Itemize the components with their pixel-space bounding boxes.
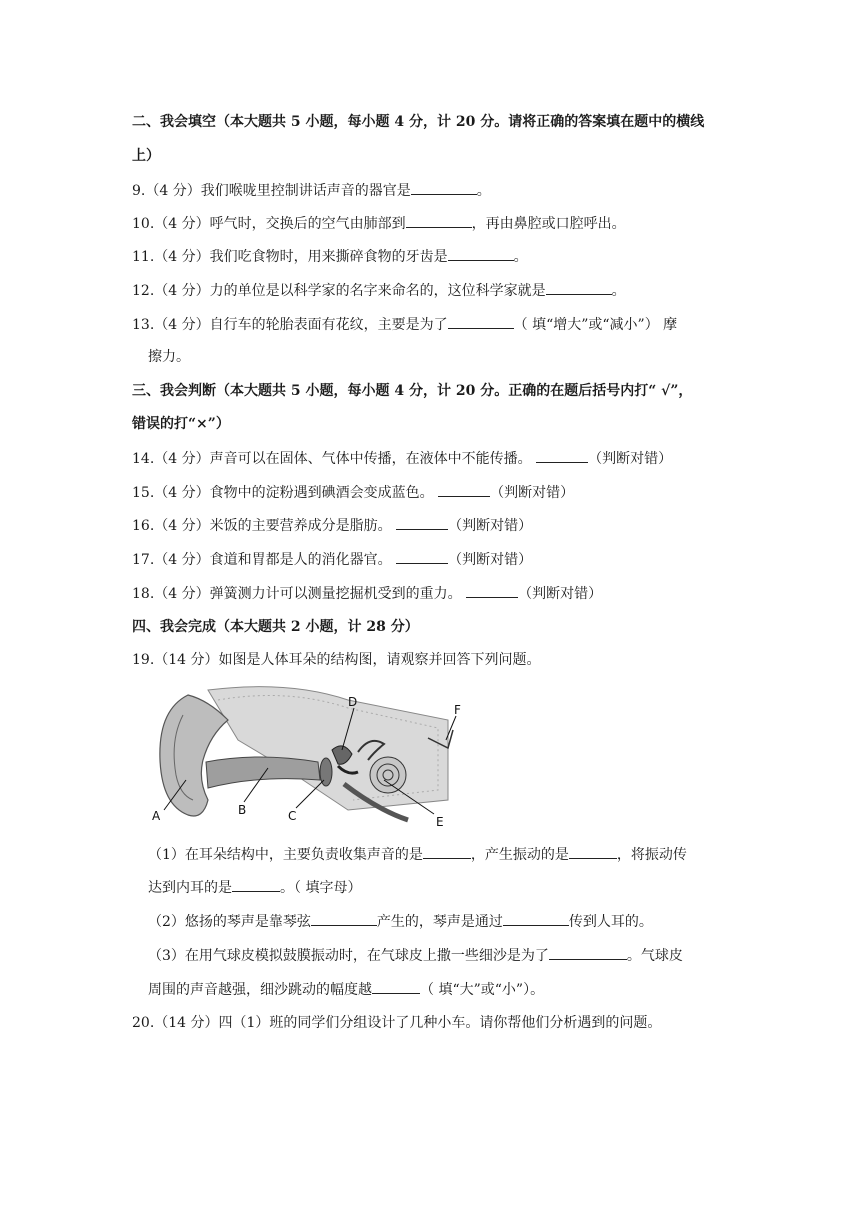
question-text: 12.（4 分）力的单位是以科学家的名字来命名的，这位科学家就是 (132, 283, 546, 299)
question-text: 11.（4 分）我们吃食物时，用来撕碎食物的牙齿是 (132, 249, 448, 265)
question-text: 14.（4 分）声音可以在固体、气体中传播，在液体中不能传播。 (132, 451, 532, 467)
answer-blank[interactable] (396, 515, 448, 530)
question-14: 14.（4 分）声音可以在固体、气体中传播，在液体中不能传播。 （判断对错） (132, 448, 672, 469)
question-16: 16.（4 分）米饭的主要营养成分是脂肪。 （判断对错） (132, 515, 532, 536)
answer-blank[interactable] (466, 583, 518, 598)
question-text: 9.（4 分）我们喉咙里控制讲话声音的器官是 (132, 183, 411, 199)
question-19-part2: （2）悠扬的琴声是靠琴弦 产生的，琴声是通过 传到人耳的。 (148, 911, 653, 932)
question-text: 16.（4 分）米饭的主要营养成分是脂肪。 (132, 518, 392, 534)
label-F: F (454, 703, 461, 717)
answer-blank[interactable] (448, 246, 514, 261)
question-17: 17.（4 分）食道和胃都是人的消化器官。 （判断对错） (132, 549, 532, 570)
section-3-title-cont: 错误的打“×”） (132, 416, 230, 432)
answer-blank[interactable] (311, 911, 377, 926)
answer-blank[interactable] (448, 314, 514, 329)
question-18: 18.（4 分）弹簧测力计可以测量挖掘机受到的重力。 （判断对错） (132, 583, 602, 604)
question-19-part3: （3）在用气球皮模拟鼓膜振动时，在气球皮上撒一些细沙是为了 。气球皮 (148, 945, 683, 966)
question-19-part3-cont: 周围的声音越强，细沙跳动的幅度越 （ 填“大”或“小”）。 (148, 979, 544, 1000)
ear-diagram (148, 680, 466, 830)
section-3-title: 三、我会判断（本大题共 5 小题，每小题 4 分，计 20 分。正确的在题后括号内打“ √”， (132, 383, 693, 399)
answer-blank[interactable] (406, 213, 472, 228)
question-13: 13.（4 分）自行车的轮胎表面有花纹，主要是为了 （ 填“增大”或“减小”） 摩 (132, 314, 677, 335)
section-4-title: 四、我会完成（本大题共 2 小题，计 28 分） (132, 619, 419, 635)
answer-blank[interactable] (546, 280, 612, 295)
question-text: 18.（4 分）弹簧测力计可以测量挖掘机受到的重力。 (132, 586, 462, 602)
question-10: 10.（4 分）呼气时，交换后的空气由肺部到 ，再由鼻腔或口腔呼出。 (132, 213, 626, 234)
label-C: C (288, 809, 297, 823)
label-D: D (348, 695, 358, 709)
question-19-part1-cont: 达到内耳的是 。（ 填字母） (148, 877, 361, 898)
question-20: 20.（14 分）四（1）班的同学们分组设计了几种小车。请你帮他们分析遇到的问题。 (132, 1015, 662, 1031)
answer-blank[interactable] (549, 945, 627, 960)
question-text: 10.（4 分）呼气时，交换后的空气由肺部到 (132, 216, 406, 232)
question-text: 15.（4 分）食物中的淀粉遇到碘酒会变成蓝色。 (132, 485, 434, 501)
question-text: 17.（4 分）食道和胃都是人的消化器官。 (132, 552, 392, 568)
label-B: B (238, 803, 247, 817)
answer-blank[interactable] (232, 877, 280, 892)
ear-structure-figure (148, 680, 466, 830)
answer-blank[interactable] (503, 911, 569, 926)
section-2-title: 二、我会填空（本大题共 5 小题，每小题 4 分，计 20 分。请将正确的答案填在题中的横线 (132, 114, 705, 130)
question-19-part1: （1）在耳朵结构中，主要负责收集声音的是 ，产生振动的是 ，将振动传 (148, 844, 687, 865)
answer-blank[interactable] (423, 844, 471, 859)
question-19-stem: 19.（14 分）如图是人体耳朵的结构图，请观察并回答下列问题。 (132, 652, 541, 668)
question-13-cont: 擦力。 (148, 349, 190, 365)
label-A: A (152, 809, 161, 823)
answer-blank[interactable] (411, 180, 477, 195)
question-text: 13.（4 分）自行车的轮胎表面有花纹，主要是为了 (132, 317, 448, 333)
answer-blank[interactable] (396, 549, 448, 564)
section-2-title-cont: 上） (132, 148, 160, 164)
question-11: 11.（4 分）我们吃食物时，用来撕碎食物的牙齿是 。 (132, 246, 528, 267)
question-15: 15.（4 分）食物中的淀粉遇到碘酒会变成蓝色。 （判断对错） (132, 482, 574, 503)
label-E: E (436, 815, 444, 829)
question-9: 9.（4 分）我们喉咙里控制讲话声音的器官是 。 (132, 180, 491, 201)
answer-blank[interactable] (569, 844, 617, 859)
answer-blank[interactable] (438, 482, 490, 497)
question-12: 12.（4 分）力的单位是以科学家的名字来命名的，这位科学家就是 。 (132, 280, 626, 301)
answer-blank[interactable] (372, 979, 420, 994)
answer-blank[interactable] (536, 448, 588, 463)
